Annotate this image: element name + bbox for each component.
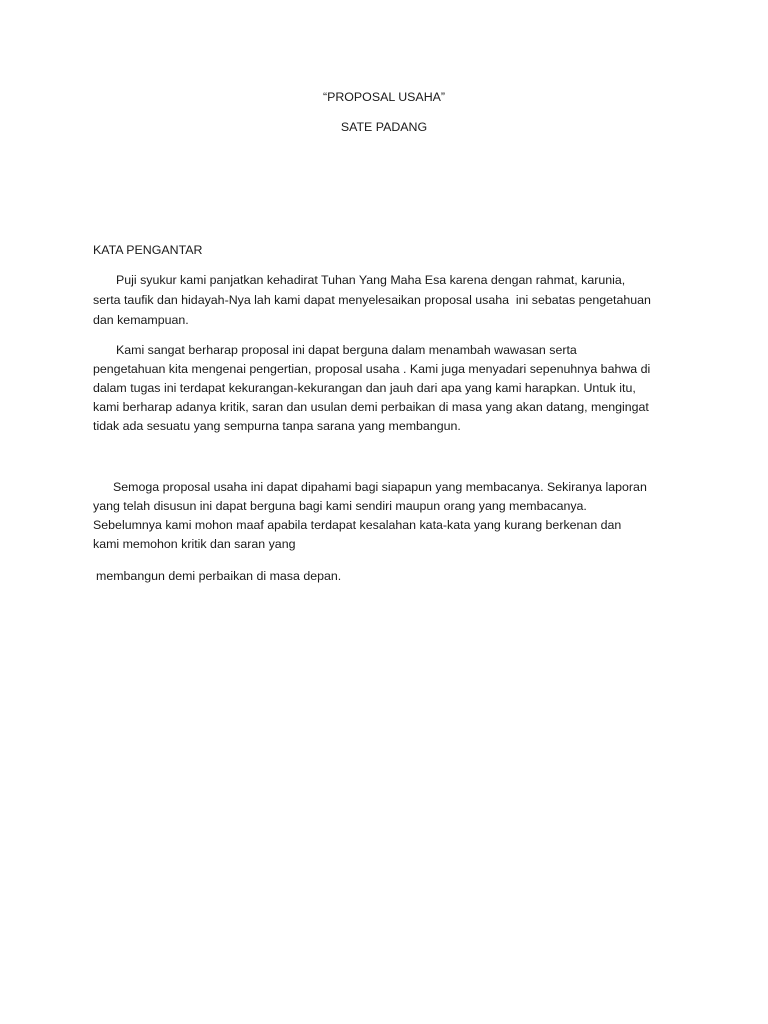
paragraph-line: Kami sangat berharap proposal ini dapat berguna dalam menambah wawasan serta <box>116 343 577 357</box>
paragraph-line: dalam tugas ini terdapat kekurangan-kekurangan dan jauh dari apa yang kami harapkan. Untuk itu, <box>93 381 636 395</box>
paragraph-line: membangun demi perbaikan di masa depan. <box>96 569 342 583</box>
document-subtitle: SATE PADANG <box>340 120 428 134</box>
paragraph-line: tidak ada sesuatu yang sempurna tanpa sarana yang membangun. <box>93 419 461 433</box>
paragraph-line: yang telah disusun ini dapat berguna bagi kami sendiri maupun orang yang membacanya. <box>93 499 587 513</box>
paragraph-line: Puji syukur kami panjatkan kehadirat Tuhan Yang Maha Esa karena dengan rahmat, karunia, <box>116 273 626 287</box>
paragraph-line: pengetahuan kita mengenai pengertian, proposal usaha . Kami juga menyadari sepenuhnya bahwa di <box>93 362 651 376</box>
paragraph-line: kami memohon kritik dan saran yang <box>93 537 296 551</box>
paragraph-line: dan kemampuan. <box>93 313 189 327</box>
paragraph-line: Sebelumnya kami mohon maaf apabila terdapat kesalahan kata-kata yang kurang berkenan dan <box>93 518 622 532</box>
paragraph-line: Semoga proposal usaha ini dapat dipahami bagi siapapun yang membacanya. Sekiranya laporan <box>113 480 647 494</box>
paragraph-line: kami berharap adanya kritik, saran dan usulan demi perbaikan di masa yang akan datang, mengingat <box>93 400 649 414</box>
section-heading: KATA PENGANTAR <box>93 243 203 257</box>
document-title: “PROPOSAL USAHA” <box>322 90 446 104</box>
paragraph-line: serta taufik dan hidayah-Nya lah kami dapat menyelesaikan proposal usaha ini sebatas pengetahuan <box>93 293 651 307</box>
